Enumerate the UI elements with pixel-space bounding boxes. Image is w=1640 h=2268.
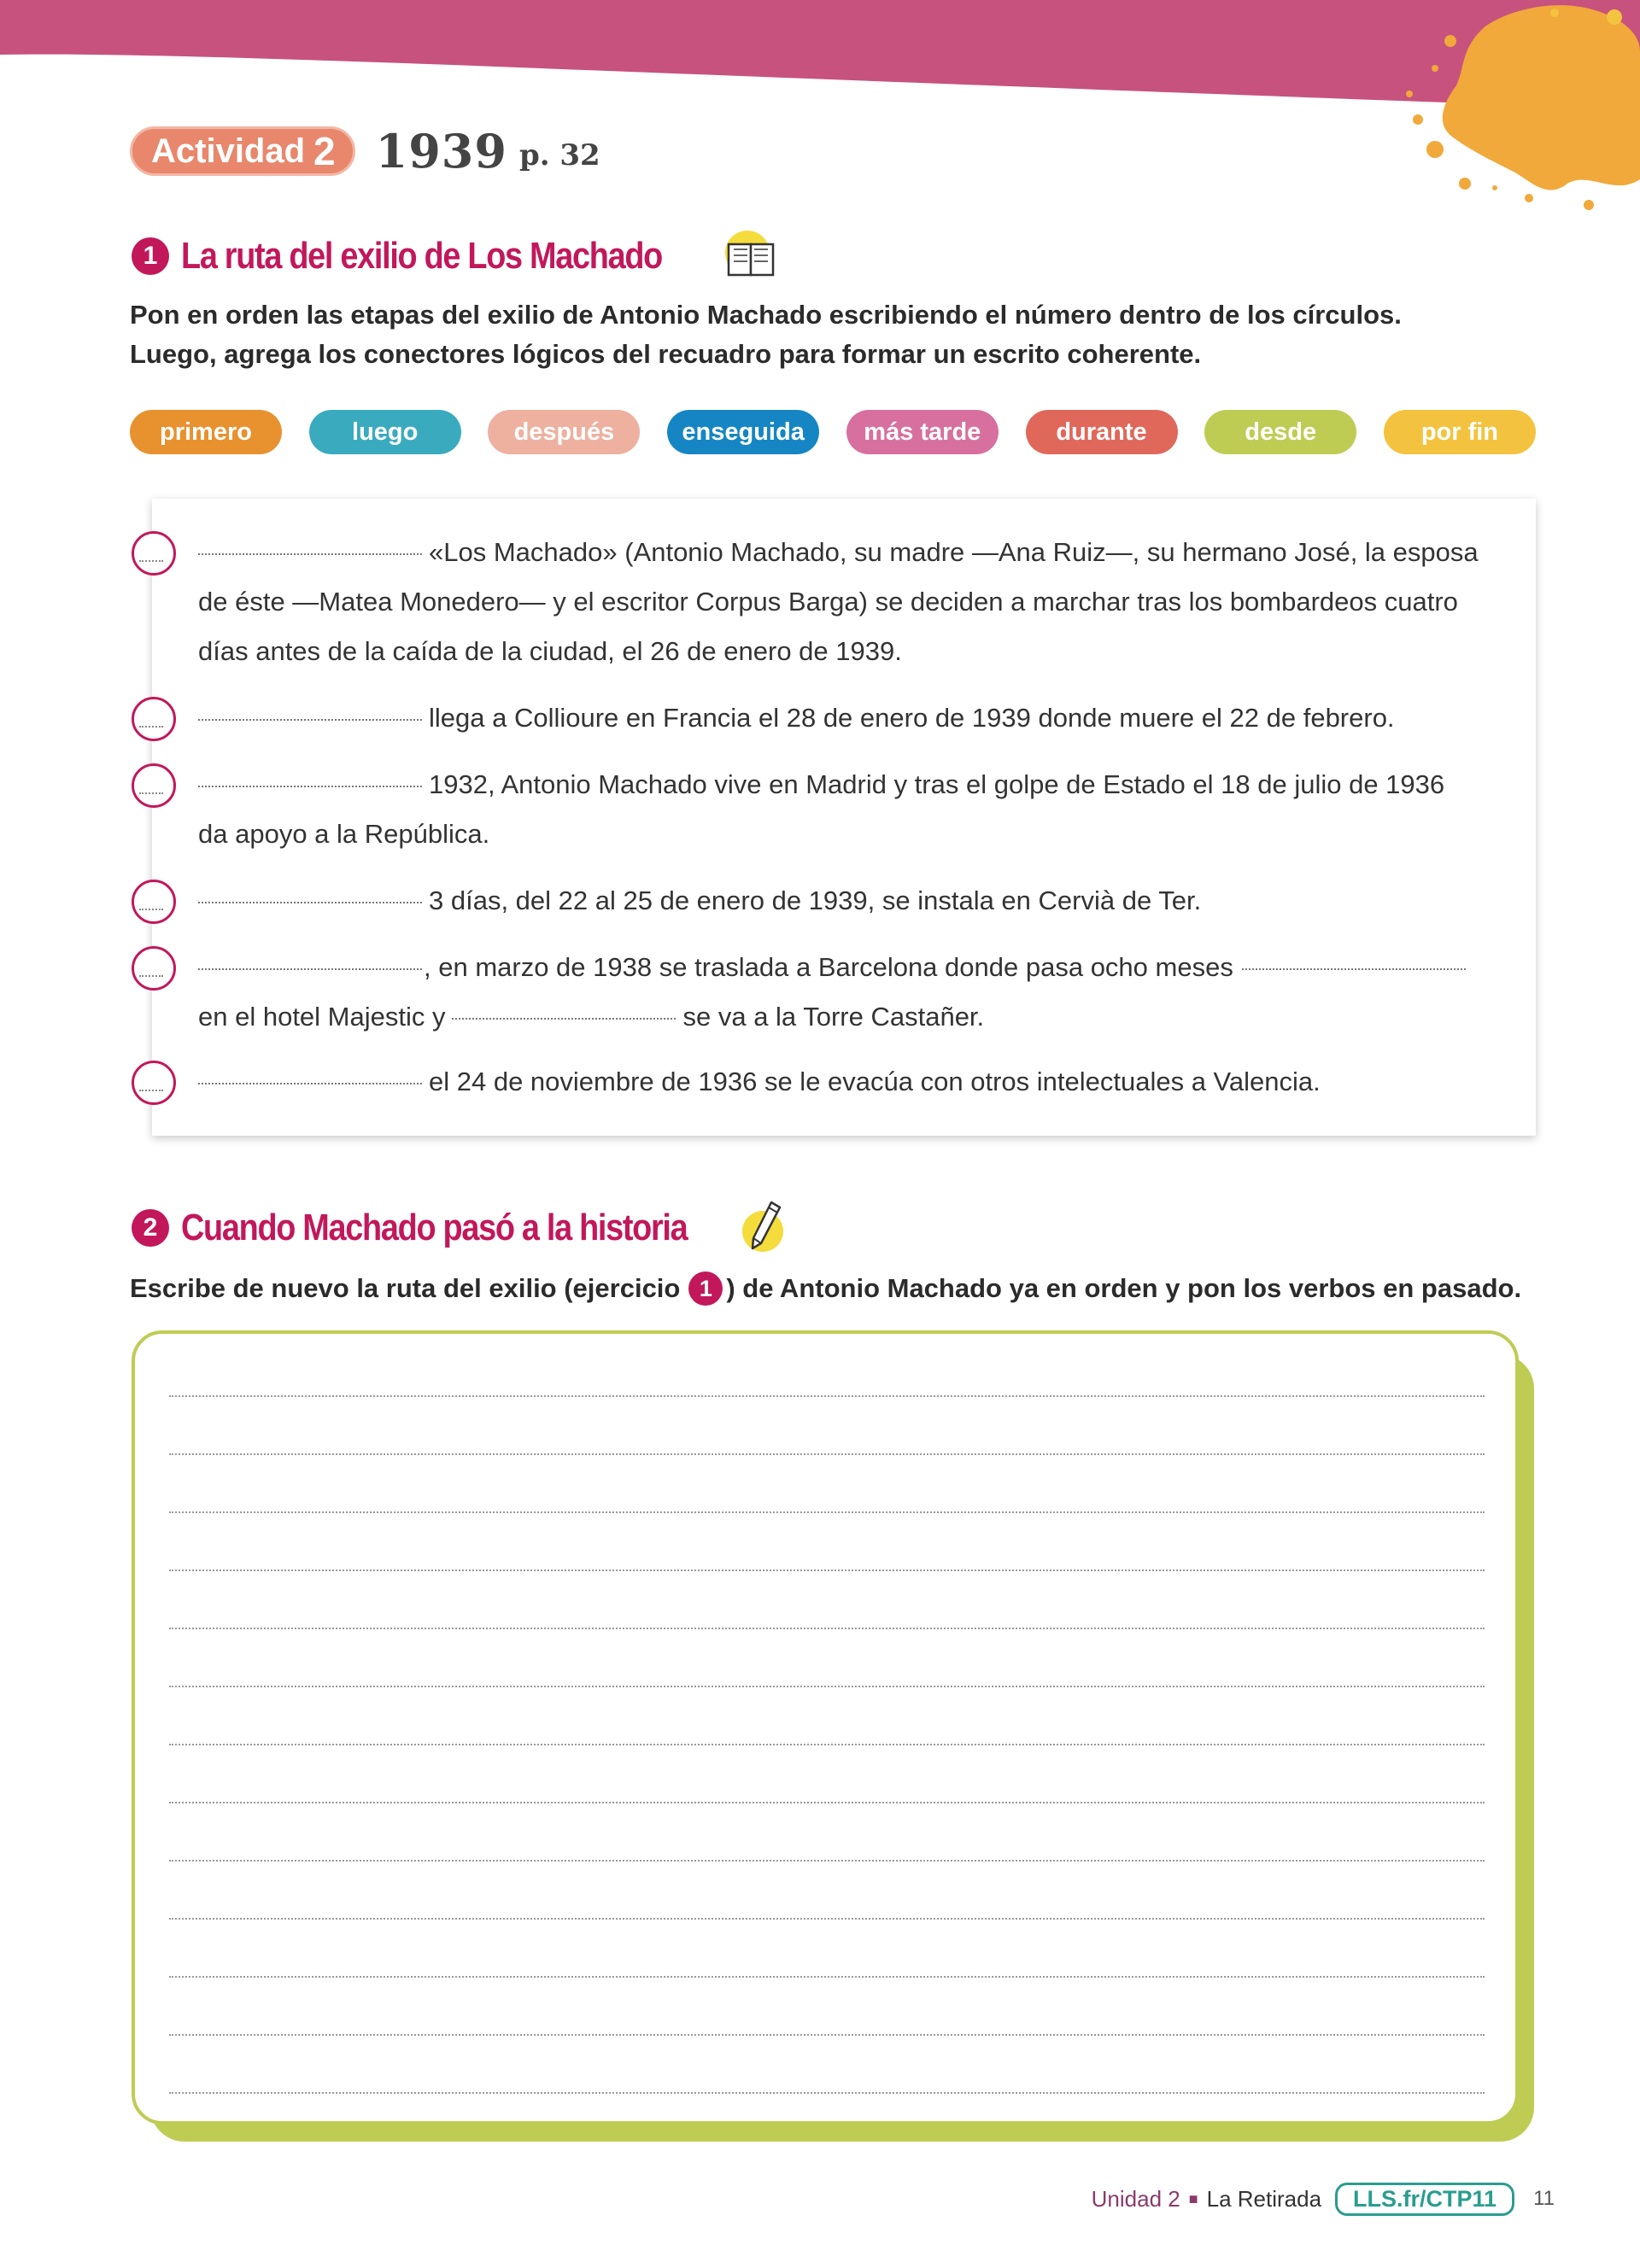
page-number: 11 (1533, 2187, 1555, 2210)
writing-line[interactable] (169, 1918, 1485, 1920)
item-text: días antes de la caída de la ciudad, el 26 de enero de 1939. (198, 636, 902, 666)
writing-line[interactable] (169, 1976, 1485, 1978)
page-reference: p. 32 (518, 138, 600, 172)
activity-label: Actividad (151, 132, 306, 170)
section-2-number: 2 (132, 1209, 169, 1247)
connector-blank[interactable] (1242, 968, 1466, 970)
exile-stage-item (198, 876, 1496, 926)
writing-line[interactable] (169, 1569, 1485, 1571)
footer-resource-link[interactable]: LLS.fr/CTP11 (1335, 2183, 1514, 2216)
page-footer (1092, 2182, 1555, 2216)
writing-line[interactable] (169, 1453, 1485, 1455)
instruction-text: ) de Antonio Machado ya en orden y pon los verbos en pasado. (726, 1273, 1522, 1303)
section-1-heading (132, 224, 783, 289)
book-icon (718, 224, 783, 289)
item-text: da apoyo a la República. (198, 819, 490, 849)
connector-chip: más tarde (846, 410, 999, 454)
footer-separator-icon: ■ (1188, 2189, 1198, 2207)
item-text: de éste —Matea Monedero— y el escritor Corpus Barga) se deciden a marchar tras los bombardeos cuatro (198, 587, 1458, 617)
activity-number: 2 (313, 129, 336, 173)
writing-line[interactable] (169, 1511, 1485, 1513)
connector-blank[interactable] (452, 1018, 676, 1020)
section-1-title: La ruta del exilio de Los Machado (181, 235, 663, 277)
section-1-number: 1 (132, 237, 169, 275)
item-text: en el hotel Majestic y (198, 1002, 446, 1032)
item-text: , en marzo de 1938 se traslada a Barcelona donde pasa ocho meses (424, 952, 1233, 982)
connector-blank[interactable] (198, 1083, 422, 1084)
writing-line[interactable] (169, 2034, 1485, 2036)
order-number-circle[interactable] (132, 946, 176, 991)
connector-chip: primero (130, 410, 282, 454)
exile-stage-item (198, 528, 1496, 676)
writing-line[interactable] (169, 2092, 1485, 2094)
exile-stage-item (198, 693, 1496, 743)
writing-line[interactable] (169, 1802, 1485, 1803)
section-2-title: Cuando Machado pasó a la historia (181, 1207, 688, 1248)
footer-chapter: La Retirada (1206, 2185, 1322, 2212)
connector-chip: por fin (1384, 410, 1536, 454)
footer-unit: Unidad 2 (1091, 2185, 1180, 2212)
exile-stage-item (198, 760, 1496, 859)
order-number-circle[interactable] (132, 763, 176, 808)
item-text: 3 días, del 22 al 25 de enero de 1939, se instala en Cervià de Ter. (429, 886, 1202, 915)
instruction-text: Escribe de nuevo la ruta del exilio (ejercicio (130, 1273, 681, 1303)
instruction-line: Luego, agrega los conectores lógicos del recuadro para formar un escrito coherente. (130, 339, 1202, 369)
activity-badge (130, 126, 355, 176)
writing-line[interactable] (169, 1628, 1485, 1629)
section-2-instruction (130, 1269, 1521, 1308)
activity-header (130, 125, 600, 178)
writing-line[interactable] (169, 1686, 1485, 1687)
writing-area[interactable] (132, 1330, 1519, 2125)
connector-chip: luego (309, 410, 461, 454)
exile-stage-item (198, 1057, 1496, 1107)
activity-year-title: 1939 (375, 124, 507, 178)
section-2-heading (132, 1195, 797, 1260)
item-text: «Los Machado» (Antonio Machado, su madre —Ana Ruiz—, su hermano José, la esposa (429, 537, 1479, 567)
item-text: se va a la Torre Castañer. (682, 1002, 985, 1032)
paint-splash-decoration (1384, 0, 1640, 213)
connector-chip: después (488, 410, 640, 454)
exile-stage-item (198, 943, 1496, 1042)
item-text: llega a Collioure en Francia el 28 de enero de 1939 donde muere el 22 de febrero. (429, 703, 1395, 733)
pencil-icon (732, 1195, 797, 1260)
connector-blank[interactable] (198, 786, 422, 787)
connector-chip: durante (1026, 410, 1178, 454)
order-number-circle[interactable] (132, 531, 176, 576)
connector-blank[interactable] (198, 553, 422, 555)
item-text: el 24 de noviembre de 1936 se le evacúa con otros intelectuales a Valencia. (429, 1067, 1321, 1096)
writing-line[interactable] (169, 1860, 1485, 1862)
connector-blank[interactable] (198, 902, 422, 903)
writing-line[interactable] (169, 1395, 1485, 1397)
item-text: 1932, Antonio Machado vive en Madrid y tras el golpe de Estado el 18 de julio de 1936 (429, 769, 1445, 799)
order-number-circle[interactable] (132, 1061, 176, 1105)
connector-blank[interactable] (198, 719, 422, 721)
section-1-instruction (130, 295, 1402, 374)
connector-blank[interactable] (198, 968, 422, 970)
connector-chip: desde (1204, 410, 1356, 454)
connector-chip: enseguida (667, 410, 819, 454)
order-number-circle[interactable] (132, 880, 176, 924)
writing-line[interactable] (169, 1744, 1485, 1745)
instruction-line: Pon en orden las etapas del exilio de Antonio Machado escribiendo el número dentro de los círculos. (130, 300, 1402, 330)
exercise-reference-badge: 1 (688, 1271, 723, 1306)
connector-word-bank (130, 410, 1536, 454)
order-number-circle[interactable] (132, 697, 176, 741)
